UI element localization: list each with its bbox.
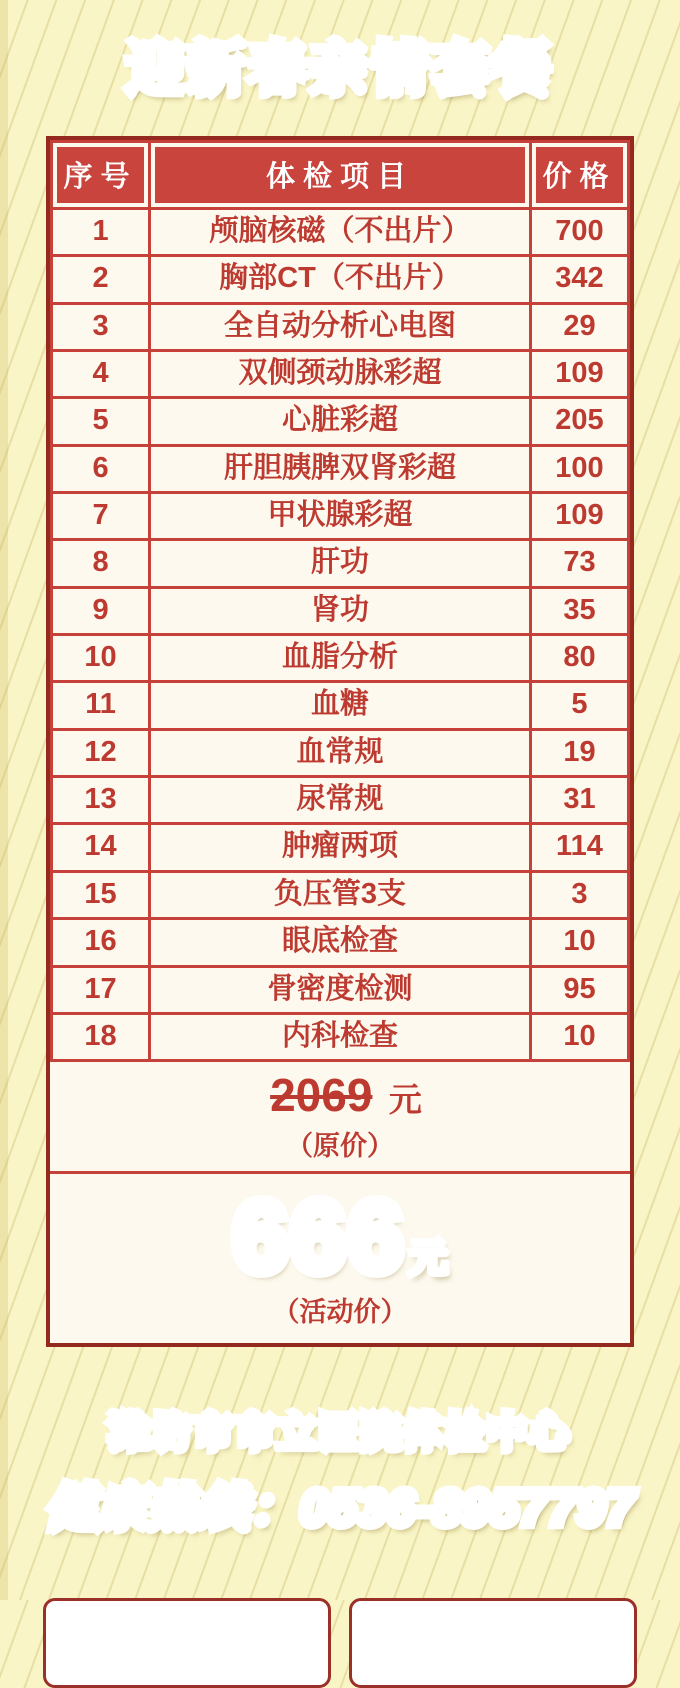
- row-item-cell: 眼底检查: [150, 919, 531, 966]
- table-row: [52, 351, 629, 398]
- row-price-cell: 35: [530, 587, 628, 634]
- table-row: [52, 303, 629, 350]
- table-row: [52, 635, 629, 682]
- row-price-cell: 700: [530, 209, 628, 256]
- row-price-cell: 19: [530, 729, 628, 776]
- checkup-table-body: [52, 209, 629, 1061]
- row-item-cell: 血常规: [150, 729, 531, 776]
- table-row: [52, 445, 629, 492]
- row-no-cell: 1: [52, 209, 150, 256]
- row-no-cell: 7: [52, 493, 150, 540]
- promo-price-unit: 元 元: [409, 1227, 447, 1282]
- table-row: [52, 919, 629, 966]
- row-no-cell: 9: [52, 587, 150, 634]
- row-price-cell: 10: [530, 1013, 628, 1060]
- hospital-name: 潍坊市市立医院体检中心 潍坊市市立医院体检中心: [109, 1401, 571, 1458]
- original-price-line: [50, 1068, 630, 1122]
- placeholder-row: [0, 1598, 680, 1688]
- row-price-cell: 342: [530, 256, 628, 303]
- row-price-cell: 3: [530, 871, 628, 918]
- original-price-unit: 元: [388, 1081, 422, 1119]
- row-no-cell: 5: [52, 398, 150, 445]
- row-price-cell: 31: [530, 777, 628, 824]
- row-price-cell: 29: [530, 303, 628, 350]
- row-item-cell: 肝功: [150, 540, 531, 587]
- row-item-cell: 肾功: [150, 587, 531, 634]
- row-no-cell: 11: [52, 682, 150, 729]
- footer-hotline-line: [0, 1468, 680, 1540]
- row-item-cell: 全自动分析心电图: [150, 303, 531, 350]
- row-item-cell: 负压管3支: [150, 871, 531, 918]
- table-row: [52, 777, 629, 824]
- row-no-cell: 12: [52, 729, 150, 776]
- row-item-cell: 血糖: [150, 682, 531, 729]
- checkup-price-table: [50, 140, 630, 1062]
- row-no-cell: 15: [52, 871, 150, 918]
- table-row: [52, 729, 629, 776]
- table-row: [52, 1013, 629, 1060]
- promo-price-label: （活动价）: [272, 1297, 408, 1328]
- row-no-cell: 17: [52, 966, 150, 1013]
- table-row: [52, 824, 629, 871]
- header-item-label: 体检项目: [155, 147, 525, 203]
- row-price-cell: 10: [530, 919, 628, 966]
- row-price-cell: 95: [530, 966, 628, 1013]
- promo-price-line: [50, 1181, 630, 1294]
- table-row: [52, 493, 629, 540]
- original-price-amount: 2069: [270, 1069, 373, 1122]
- row-item-cell: 肝胆胰脾双肾彩超: [150, 445, 531, 492]
- row-item-cell: 血脂分析: [150, 635, 531, 682]
- table-row: [52, 966, 629, 1013]
- footer-hospital-line: [0, 1401, 680, 1458]
- row-no-cell: 14: [52, 824, 150, 871]
- row-item-cell: 颅脑核磁（不出片）: [150, 209, 531, 256]
- table-row: [52, 540, 629, 587]
- original-price-label: （原价）: [286, 1131, 394, 1162]
- promo-price-amount: 666 666: [233, 1186, 406, 1288]
- row-price-cell: 73: [530, 540, 628, 587]
- row-item-cell: 甲状腺彩超: [150, 493, 531, 540]
- header-item-cell: [150, 142, 531, 209]
- row-no-cell: 13: [52, 777, 150, 824]
- row-price-cell: 109: [530, 351, 628, 398]
- row-no-cell: 2: [52, 256, 150, 303]
- row-no-cell: 18: [52, 1013, 150, 1060]
- row-no-cell: 6: [52, 445, 150, 492]
- qr-placeholder-right: [349, 1598, 637, 1688]
- row-item-cell: 骨密度检测: [150, 966, 531, 1013]
- table-header: [52, 142, 629, 209]
- promo-price-section: [50, 1171, 630, 1343]
- qr-placeholder-left: [43, 1598, 331, 1688]
- hotline-number: 健康热线：0536-8957797 健康热线：0536-8957797: [45, 1468, 635, 1540]
- header-no-label: 序号: [57, 147, 144, 203]
- row-price-cell: 5: [530, 682, 628, 729]
- row-no-cell: 4: [52, 351, 150, 398]
- row-no-cell: 16: [52, 919, 150, 966]
- row-item-cell: 尿常规: [150, 777, 531, 824]
- row-item-cell: 心脏彩超: [150, 398, 531, 445]
- table-row: [52, 587, 629, 634]
- table-row: [52, 209, 629, 256]
- header-no-cell: [52, 142, 150, 209]
- row-item-cell: 内科检查: [150, 1013, 531, 1060]
- table-row: [52, 256, 629, 303]
- poster-title: 迎新春亲情套餐 迎新春亲情套餐: [126, 22, 553, 106]
- row-no-cell: 3: [52, 303, 150, 350]
- row-item-cell: 肿瘤两项: [150, 824, 531, 871]
- price-table-card: [46, 136, 634, 1347]
- table-row: [52, 682, 629, 729]
- row-item-cell: 双侧颈动脉彩超: [150, 351, 531, 398]
- row-price-cell: 100: [530, 445, 628, 492]
- header-price-cell: [530, 142, 628, 209]
- poster-header: [0, 0, 680, 106]
- row-price-cell: 80: [530, 635, 628, 682]
- row-price-cell: 205: [530, 398, 628, 445]
- row-no-cell: 10: [52, 635, 150, 682]
- row-no-cell: 8: [52, 540, 150, 587]
- original-price-section: [50, 1062, 630, 1171]
- row-price-cell: 109: [530, 493, 628, 540]
- header-price-label: 价格: [536, 147, 623, 203]
- row-price-cell: 114: [530, 824, 628, 871]
- table-row: [52, 871, 629, 918]
- row-item-cell: 胸部CT（不出片）: [150, 256, 531, 303]
- table-row: [52, 398, 629, 445]
